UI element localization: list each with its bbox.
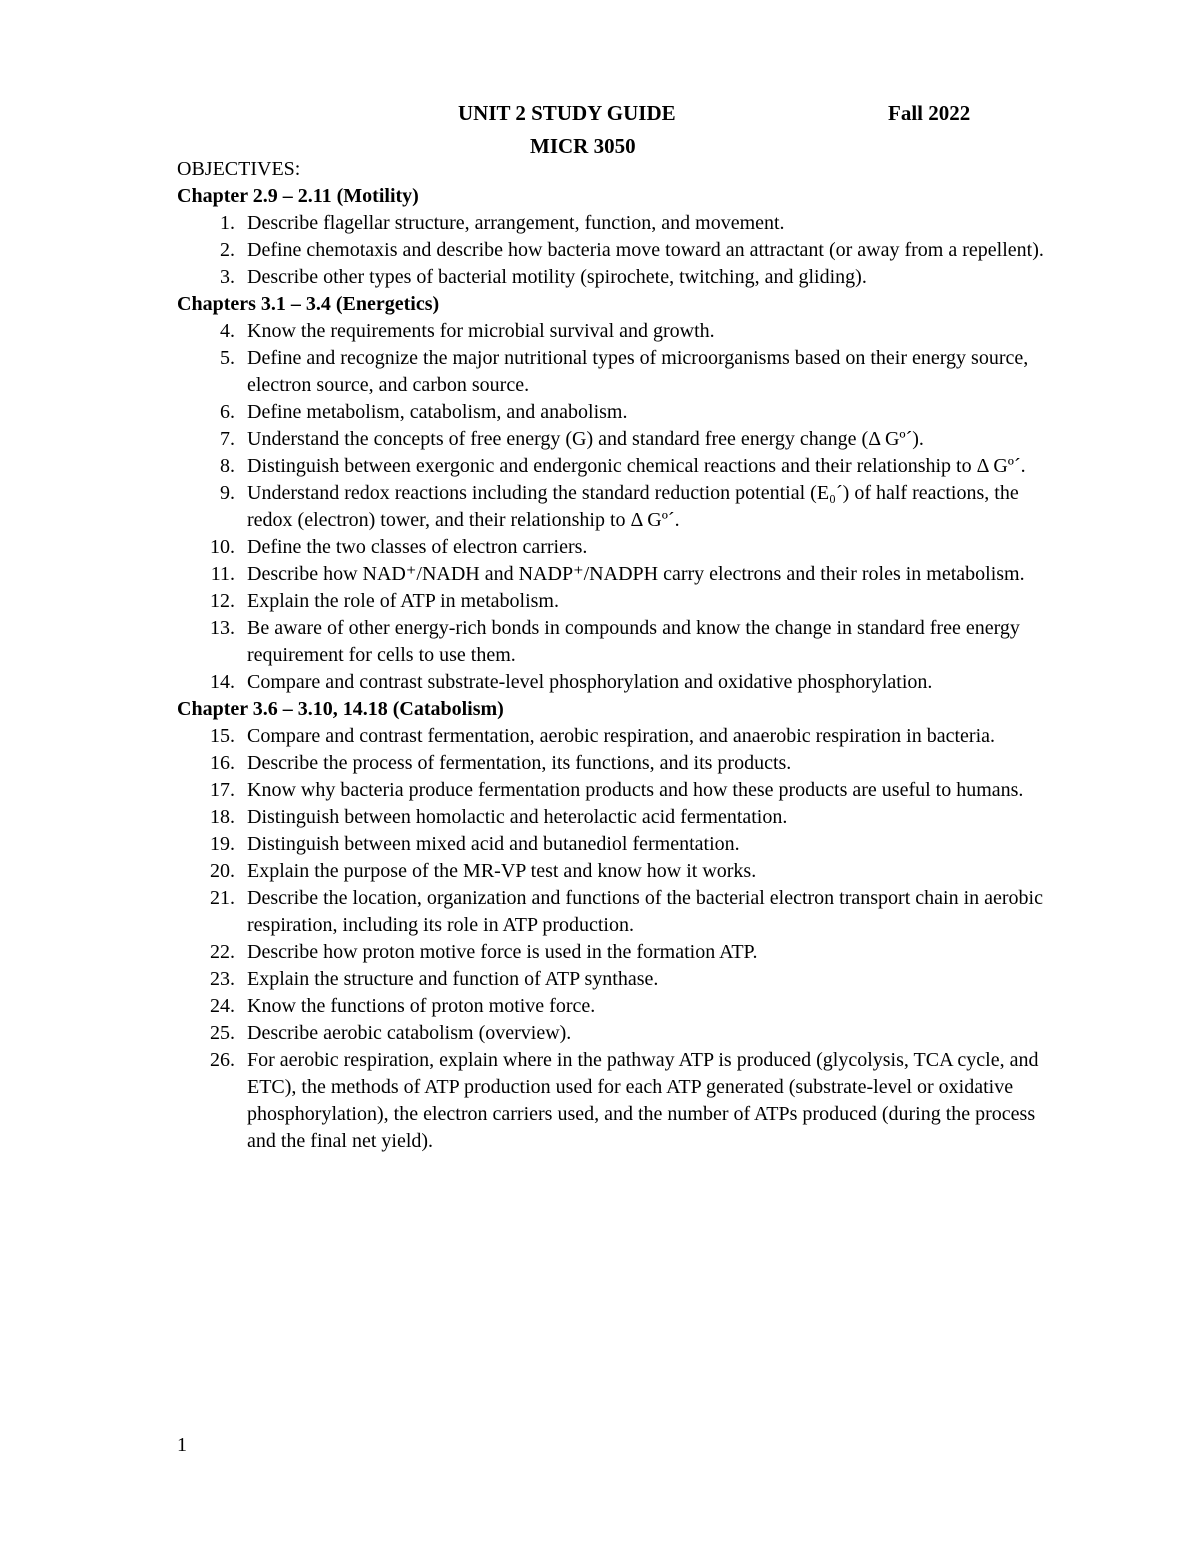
list-item (177, 210, 1057, 237)
list-item (177, 399, 1057, 426)
list-item (177, 993, 1057, 1020)
item-number: 21. (210, 887, 235, 909)
list-item (177, 804, 1057, 831)
list-item (177, 453, 1057, 480)
section-heading-catabolism: Chapter 3.6 – 3.10, 14.18 (Catabolism) (177, 698, 504, 720)
item-text: Distinguish between exergonic and endergonic chemical reactions and their relationship to Δ Gº´. (247, 455, 1026, 477)
list-item (177, 777, 1057, 804)
item-number: 11. (210, 563, 235, 585)
item-number: 9. (220, 482, 235, 504)
list-item (177, 237, 1057, 264)
page-number: 1 (177, 1434, 187, 1456)
item-number: 23. (210, 968, 235, 990)
term-label: Fall 2022 (888, 101, 971, 125)
item-text: Define metabolism, catabolism, and anabolism. (247, 401, 628, 423)
item-text: Know the requirements for microbial survival and growth. (247, 320, 715, 342)
list-item (177, 723, 1057, 750)
list-item (177, 480, 1057, 534)
item-text: Define chemotaxis and describe how bacteria move toward an attractant (or away from a repellent). (247, 239, 1044, 261)
list-item (177, 1047, 1057, 1155)
list-item (177, 615, 1057, 669)
item-number: 7. (220, 428, 235, 450)
list-item (177, 885, 1057, 939)
item-number: 15. (210, 725, 235, 747)
item-text: Compare and contrast substrate-level phosphorylation and oxidative phosphorylation. (247, 671, 933, 693)
list-item (177, 588, 1057, 615)
item-number: 2. (220, 239, 235, 261)
item-number: 3. (220, 266, 235, 288)
item-text: Distinguish between mixed acid and butanediol fermentation. (247, 833, 740, 855)
item-text: Know the functions of proton motive force. (247, 995, 596, 1017)
item-number: 4. (220, 320, 235, 342)
item-text: Distinguish between homolactic and heterolactic acid fermentation. (247, 806, 788, 828)
item-text: Know why bacteria produce fermentation products and how these products are useful to humans. (247, 779, 1024, 801)
list-item (177, 318, 1057, 345)
objective-list-energetics (177, 318, 1057, 696)
item-text: Describe flagellar structure, arrangement, function, and movement. (247, 212, 785, 234)
item-text: Understand the concepts of free energy (G) and standard free energy change (Δ Gº´). (247, 428, 924, 450)
item-number: 1. (220, 212, 235, 234)
list-item (177, 264, 1057, 291)
list-item (177, 1020, 1057, 1047)
item-number: 24. (210, 995, 235, 1017)
item-text: Describe how proton motive force is used in the formation ATP. (247, 941, 758, 963)
list-item (177, 831, 1057, 858)
item-number: 19. (210, 833, 235, 855)
objectives-content (177, 156, 1057, 1155)
item-number: 17. (210, 779, 235, 801)
item-number: 6. (220, 401, 235, 423)
item-number: 22. (210, 941, 235, 963)
item-text: Define and recognize the major nutritional types of microorganisms based on their energy source, electron source, and carbon source. (247, 347, 1029, 396)
item-number: 18. (210, 806, 235, 828)
list-item (177, 750, 1057, 777)
section-heading-energetics: Chapters 3.1 – 3.4 (Energetics) (177, 293, 440, 315)
list-item (177, 345, 1057, 399)
item-text: Describe the location, organization and functions of the bacterial electron transport chain in aerobic respiration, including its role in ATP production. (247, 887, 1043, 936)
list-item (177, 939, 1057, 966)
item-text: Compare and contrast fermentation, aerobic respiration, and anaerobic respiration in bacteria. (247, 725, 996, 747)
item-text: Describe aerobic catabolism (overview). (247, 1022, 572, 1044)
list-item (177, 426, 1057, 453)
item-text: Explain the purpose of the MR-VP test and know how it works. (247, 860, 757, 882)
item-text: Understand redox reactions including the standard reduction potential (E₀´) of half reactions, the redox (electron) tower, and their relationship to Δ Gº´. (247, 482, 1019, 531)
list-item (177, 966, 1057, 993)
list-item (177, 858, 1057, 885)
item-text: Define the two classes of electron carriers. (247, 536, 588, 558)
item-number: 20. (210, 860, 235, 882)
item-number: 12. (210, 590, 235, 612)
objective-list-catabolism (177, 723, 1057, 1155)
objectives-label: OBJECTIVES: (177, 158, 301, 180)
item-number: 5. (220, 347, 235, 369)
item-text: Describe other types of bacterial motility (spirochete, twitching, and gliding). (247, 266, 867, 288)
list-item (177, 669, 1057, 696)
item-text: Be aware of other energy-rich bonds in compounds and know the change in standard free energy requirement for cells to use them. (247, 617, 1020, 666)
objective-list-motility (177, 210, 1057, 291)
item-number: 25. (210, 1022, 235, 1044)
list-item (177, 534, 1057, 561)
document-title: UNIT 2 STUDY GUIDE (458, 101, 676, 125)
item-number: 13. (210, 617, 235, 639)
item-text: Describe how NAD⁺/NADH and NADP⁺/NADPH carry electrons and their roles in metabolism. (247, 563, 1025, 585)
item-text: For aerobic respiration, explain where in the pathway ATP is produced (glycolysis, TCA cycle, and ETC), the methods of ATP production used for each ATP generated (substrate-level or oxidative phosphorylation), the electron carriers used, and the number of ATPs produced (during the process and the final net yield). (247, 1049, 1039, 1152)
item-text: Describe the process of fermentation, its functions, and its products. (247, 752, 792, 774)
item-text: Explain the structure and function of ATP synthase. (247, 968, 659, 990)
course-code: MICR 3050 (530, 134, 636, 158)
list-item (177, 561, 1057, 588)
item-number: 8. (220, 455, 235, 477)
item-number: 10. (210, 536, 235, 558)
section-heading-motility: Chapter 2.9 – 2.11 (Motility) (177, 185, 419, 207)
item-text: Explain the role of ATP in metabolism. (247, 590, 559, 612)
item-number: 26. (210, 1049, 235, 1071)
item-number: 14. (210, 671, 235, 693)
item-number: 16. (210, 752, 235, 774)
